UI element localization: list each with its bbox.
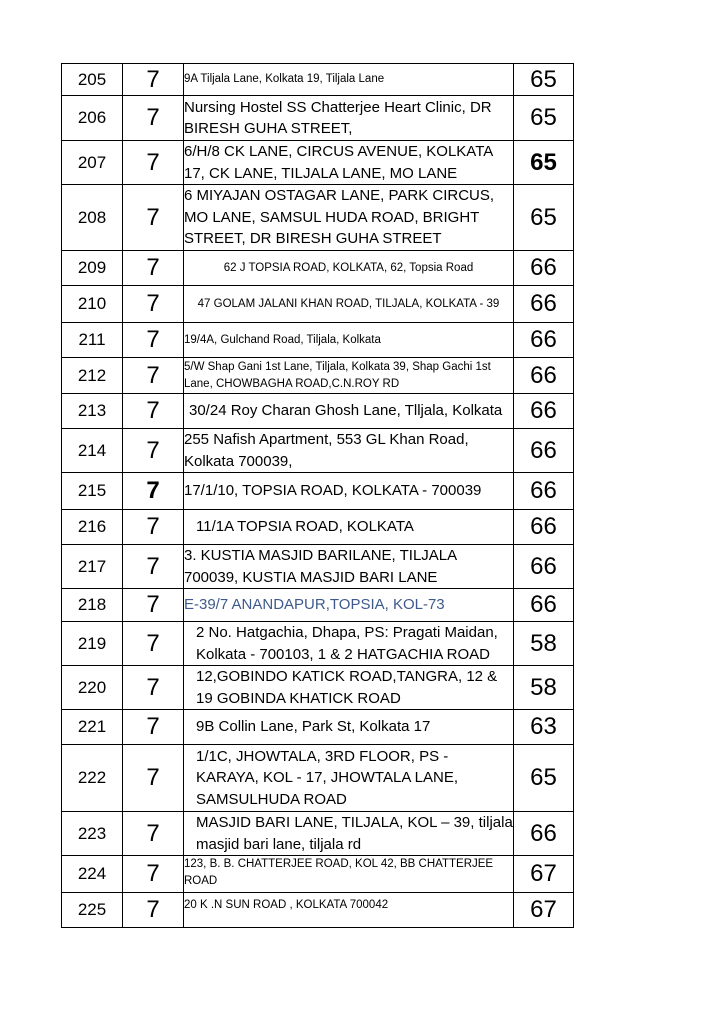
- serial-number: 208: [62, 185, 123, 251]
- ac-number: 66: [514, 251, 574, 286]
- address-cell: 30/24 Roy Charan Ghosh Lane, Tlljala, Kolkata: [184, 394, 514, 429]
- serial-number: 210: [62, 286, 123, 323]
- ac-number: 66: [514, 286, 574, 323]
- address-cell: 9B Collin Lane, Park St, Kolkata 17: [184, 710, 514, 745]
- ac-number: 65: [514, 64, 574, 96]
- address-cell: 20 K .N SUN ROAD , KOLKATA 700042: [184, 893, 514, 928]
- part-number: 7: [123, 745, 184, 812]
- serial-number: 219: [62, 622, 123, 666]
- address-cell: 12,GOBINDO KATICK ROAD,TANGRA, 12 & 19 GOBINDA KHATICK ROAD: [184, 666, 514, 710]
- table-row: [62, 323, 574, 358]
- serial-number: 217: [62, 545, 123, 589]
- table-row: [62, 358, 574, 394]
- part-number: 7: [123, 710, 184, 745]
- table-row: [62, 429, 574, 473]
- address-cell: 2 No. Hatgachia, Dhapa, PS: Pragati Maidan, Kolkata - 700103, 1 & 2 HATGACHIA ROAD: [184, 622, 514, 666]
- part-number: 7: [123, 429, 184, 473]
- table-row: [62, 545, 574, 589]
- address-cell: 6 MIYAJAN OSTAGAR LANE, PARK CIRCUS, MO LANE, SAMSUL HUDA ROAD, BRIGHT STREET, DR BIRESH GUHA STREET: [184, 185, 514, 251]
- table-row: [62, 185, 574, 251]
- serial-number: 218: [62, 589, 123, 622]
- serial-number: 213: [62, 394, 123, 429]
- ac-number: 66: [514, 473, 574, 510]
- serial-number: 205: [62, 64, 123, 96]
- address-table: [61, 63, 574, 928]
- table-row: [62, 394, 574, 429]
- ac-number: 66: [514, 545, 574, 589]
- address-cell: E-39/7 ANANDAPUR,TOPSIA, KOL-73: [184, 589, 514, 622]
- part-number: 7: [123, 812, 184, 856]
- address-table-body: [62, 64, 574, 928]
- table-row: [62, 812, 574, 856]
- table-row: [62, 589, 574, 622]
- table-row: [62, 473, 574, 510]
- ac-number: 65: [514, 96, 574, 141]
- address-cell: 47 GOLAM JALANI KHAN ROAD, TILJALA, KOLKATA - 39: [184, 286, 514, 323]
- ac-number: 66: [514, 429, 574, 473]
- table-row: [62, 745, 574, 812]
- serial-number: 216: [62, 510, 123, 545]
- ac-number: 66: [514, 510, 574, 545]
- address-cell: 9A Tiljala Lane, Kolkata 19, Tiljala Lane: [184, 64, 514, 96]
- ac-number: 66: [514, 323, 574, 358]
- serial-number: 209: [62, 251, 123, 286]
- ac-number: 58: [514, 666, 574, 710]
- address-cell: 255 Nafish Apartment, 553 GL Khan Road, Kolkata 700039,: [184, 429, 514, 473]
- ac-number: 66: [514, 589, 574, 622]
- part-number: 7: [123, 286, 184, 323]
- ac-number: 65: [514, 185, 574, 251]
- address-cell: 3. KUSTIA MASJID BARILANE, TILJALA 700039, KUSTIA MASJID BARI LANE: [184, 545, 514, 589]
- address-cell: 62 J TOPSIA ROAD, KOLKATA, 62, Topsia Road: [184, 251, 514, 286]
- table-row: [62, 141, 574, 185]
- part-number: 7: [123, 856, 184, 893]
- part-number: 7: [123, 622, 184, 666]
- ac-number: 65: [514, 745, 574, 812]
- table-row: [62, 96, 574, 141]
- part-number: 7: [123, 510, 184, 545]
- address-cell: 11/1A TOPSIA ROAD, KOLKATA: [184, 510, 514, 545]
- table-row: [62, 622, 574, 666]
- ac-number: 58: [514, 622, 574, 666]
- serial-number: 223: [62, 812, 123, 856]
- serial-number: 220: [62, 666, 123, 710]
- serial-number: 211: [62, 323, 123, 358]
- part-number: 7: [123, 893, 184, 928]
- part-number: 7: [123, 589, 184, 622]
- table-row: [62, 251, 574, 286]
- address-cell: 1/1C, JHOWTALA, 3RD FLOOR, PS - KARAYA, KOL - 17, JHOWTALA LANE, SAMSULHUDA ROAD: [184, 745, 514, 812]
- address-cell: 6/H/8 CK LANE, CIRCUS AVENUE, KOLKATA 17, CK LANE, TILJALA LANE, MO LANE: [184, 141, 514, 185]
- part-number: 7: [123, 96, 184, 141]
- address-cell: 17/1/10, TOPSIA ROAD, KOLKATA - 700039: [184, 473, 514, 510]
- address-cell: Nursing Hostel SS Chatterjee Heart Clinic, DR BIRESH GUHA STREET,: [184, 96, 514, 141]
- part-number: 7: [123, 141, 184, 185]
- serial-number: 221: [62, 710, 123, 745]
- part-number: 7: [123, 185, 184, 251]
- ac-number: 65: [514, 141, 574, 185]
- address-cell: 123, B. B. CHATTERJEE ROAD, KOL 42, BB CHATTERJEE ROAD: [184, 856, 514, 893]
- part-number: 7: [123, 251, 184, 286]
- serial-number: 206: [62, 96, 123, 141]
- address-cell: MASJID BARI LANE, TILJALA, KOL – 39, tiljala masjid bari lane, tiljala rd: [184, 812, 514, 856]
- ac-number: 67: [514, 856, 574, 893]
- serial-number: 222: [62, 745, 123, 812]
- serial-number: 224: [62, 856, 123, 893]
- part-number: 7: [123, 545, 184, 589]
- table-row: [62, 666, 574, 710]
- ac-number: 66: [514, 358, 574, 394]
- part-number: 7: [123, 394, 184, 429]
- serial-number: 214: [62, 429, 123, 473]
- address-cell: 5/W Shap Gani 1st Lane, Tiljala, Kolkata 39, Shap Gachi 1st Lane, CHOWBAGHA ROAD,C.N.ROY RD: [184, 358, 514, 394]
- serial-number: 215: [62, 473, 123, 510]
- serial-number: 225: [62, 893, 123, 928]
- serial-number: 212: [62, 358, 123, 394]
- part-number: 7: [123, 64, 184, 96]
- part-number: 7: [123, 358, 184, 394]
- ac-number: 67: [514, 893, 574, 928]
- ac-number: 66: [514, 812, 574, 856]
- ac-number: 63: [514, 710, 574, 745]
- table-row: [62, 286, 574, 323]
- address-cell: 19/4A, Gulchand Road, Tiljala, Kolkata: [184, 323, 514, 358]
- table-row: [62, 510, 574, 545]
- part-number: 7: [123, 666, 184, 710]
- ac-number: 66: [514, 394, 574, 429]
- table-row: [62, 64, 574, 96]
- part-number: 7: [123, 473, 184, 510]
- part-number: 7: [123, 323, 184, 358]
- table-row: [62, 893, 574, 928]
- table-row: [62, 856, 574, 893]
- serial-number: 207: [62, 141, 123, 185]
- table-row: [62, 710, 574, 745]
